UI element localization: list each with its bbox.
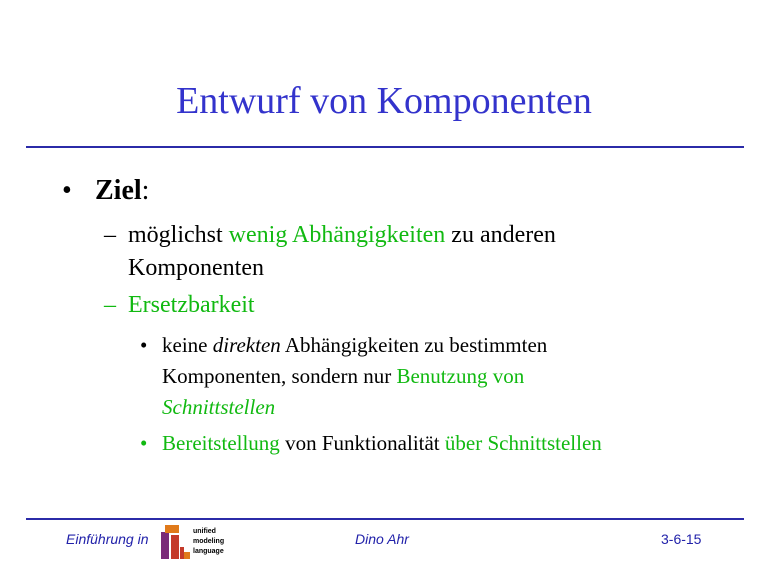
ziel-colon: : <box>141 175 150 206</box>
sub-bullet-line-2: Komponenten <box>128 255 264 281</box>
text-segment: von Funktionalität <box>279 431 445 455</box>
text-segment: Komponenten, sondern nur <box>162 364 397 388</box>
slide-title: Entwurf von Komponenten <box>176 80 592 122</box>
footer-author: Dino Ahr <box>355 531 409 547</box>
bullet-dot: • <box>140 333 148 357</box>
sub-bullet-line-1 <box>128 219 556 252</box>
bullet-dot: • <box>62 175 72 206</box>
footer-left-text: Einführung in <box>66 531 149 547</box>
highlight-text: Bereitstellung <box>162 431 280 455</box>
subsub-bullet-text <box>162 330 547 423</box>
logo-line: modeling <box>193 538 225 545</box>
subsub-line-2 <box>162 361 547 392</box>
footer-page-number: 3-6-15 <box>661 531 702 547</box>
subsub-line-3: Schnittstellen <box>162 395 276 419</box>
italic-text: direkten <box>212 333 281 357</box>
text-segment: Abhängigkeiten zu bestimmten <box>280 333 548 357</box>
text-segment: keine <box>162 333 213 357</box>
dash-marker: – <box>104 222 116 248</box>
subsub-line-1 <box>162 330 547 361</box>
subsub-bullet-text <box>162 428 602 459</box>
ersetzbarkeit-text: Ersetzbarkeit <box>128 292 255 318</box>
bullet-ziel-text <box>95 174 149 208</box>
title-divider <box>26 146 744 148</box>
footer-divider <box>26 518 744 520</box>
dash-marker: – <box>104 292 116 318</box>
highlight-text: wenig Abhängigkeiten <box>228 222 446 248</box>
ziel-label: Ziel <box>95 175 142 206</box>
highlight-text: über Schnittstellen <box>444 431 602 455</box>
text-segment: möglichst <box>128 222 229 248</box>
logo-line: language <box>193 548 224 555</box>
bullet-dot: • <box>140 431 148 455</box>
text-segment: zu anderen <box>445 222 556 248</box>
logo-line: unified <box>193 528 216 535</box>
uml-logo-icon <box>160 523 234 561</box>
highlight-text: Benutzung von <box>396 364 525 388</box>
sub-bullet-abhaengigkeiten-text <box>128 219 556 285</box>
